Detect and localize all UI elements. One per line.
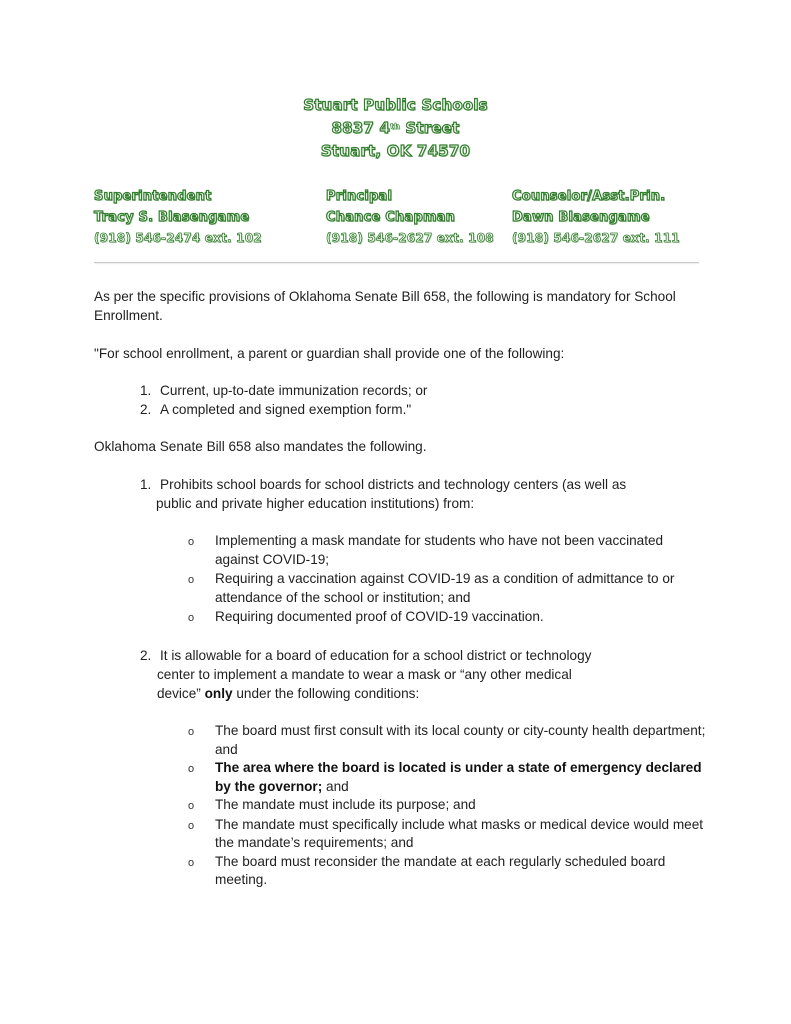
staff-name: Chance Chapman bbox=[326, 210, 456, 225]
mandate-item-2: 2. It is allowable for a board of education for a school district or technology center to implement a mandate to wear a mask or “any other medical device” only under the following conditions: bbox=[140, 648, 592, 701]
mandates-intro: Oklahoma Senate Bill 658 also mandates the following. bbox=[94, 439, 427, 454]
mandate-2-bullets bbox=[188, 722, 708, 890]
staff-name: Tracy S. Blasengame bbox=[94, 210, 250, 225]
list-item: o Implementing a mask mandate for students who have not been vaccinated against COVID-19; bbox=[188, 533, 664, 567]
school-address: 8837 4th Street bbox=[331, 119, 460, 137]
staff-name: Dawn Blasengame bbox=[512, 210, 650, 225]
list-item: o The area where the board is located is under a state of emergency declared by the governor; and bbox=[188, 760, 702, 794]
school-city: Stuart, OK 74570 bbox=[320, 142, 471, 160]
list-item: o Requiring a vaccination against COVID-19 as a condition of admittance to or attendance of the school or institution; and bbox=[188, 571, 675, 605]
staff-superintendent bbox=[94, 186, 262, 249]
list-item: o The board must reconsider the mandate at each regularly scheduled board meeting. bbox=[188, 853, 666, 887]
intro-paragraph: As per the specific provisions of Oklahoma Senate Bill 658, the following is mandatory for School Enrollment. bbox=[94, 289, 676, 323]
list-item: 1. Current, up-to-date immunization records; or bbox=[140, 383, 428, 398]
list-item: o The mandate must specifically include what masks or medical device would meet the mandate’s requirements; and bbox=[188, 816, 704, 850]
enrollment-quote: "For school enrollment, a parent or guardian shall provide one of the following: bbox=[94, 346, 565, 361]
enrollment-options bbox=[140, 381, 427, 419]
letterhead-divider bbox=[94, 262, 699, 263]
mandate-item-1: 1. Prohibits school boards for school districts and technology centers (as well as public and private higher education institutions) from: bbox=[140, 477, 627, 511]
letterhead bbox=[0, 94, 791, 163]
staff-counselor bbox=[512, 186, 680, 249]
staff-title: Superintendent bbox=[94, 189, 212, 204]
staff-phone: (918) 546-2627 ext. 108 bbox=[326, 231, 494, 245]
staff-title: Principal bbox=[326, 189, 393, 204]
mandate-1-bullets bbox=[188, 532, 708, 628]
staff-title: Counselor/Asst.Prin. bbox=[512, 189, 666, 204]
list-item: 2. A completed and signed exemption form." bbox=[140, 402, 412, 417]
school-name: Stuart Public Schools bbox=[303, 96, 488, 114]
list-item: o The board must first consult with its local county or city-county health department; and bbox=[188, 723, 706, 757]
list-item: o Requiring documented proof of COVID-19 vaccination. bbox=[188, 609, 544, 624]
staff-phone: (918) 546-2627 ext. 111 bbox=[512, 231, 680, 245]
staff-phone: (918) 546-2474 ext. 102 bbox=[94, 231, 262, 245]
staff-principal bbox=[326, 186, 494, 249]
list-item: o The mandate must include its purpose; and bbox=[188, 797, 476, 812]
